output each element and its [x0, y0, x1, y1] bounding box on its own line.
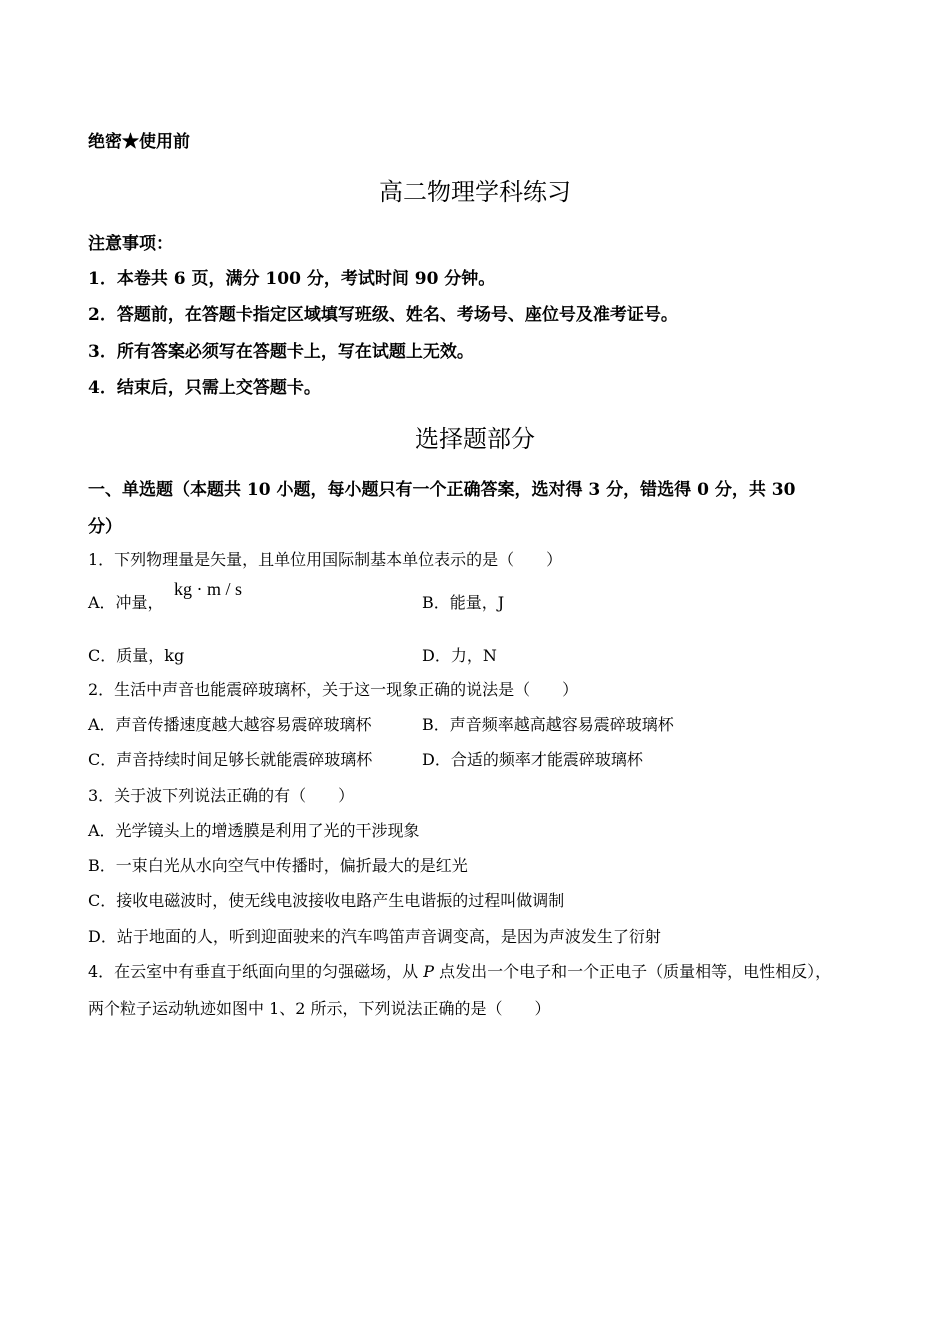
stem-text: 4．在云室中有垂直于纸面向里的匀强磁场，从	[88, 962, 424, 981]
notice-item: 3．所有答案必须写在答题卡上，写在试题上无效。	[88, 342, 474, 362]
section-title: 选择题部分	[415, 425, 535, 453]
question-3-option-b: B．一束白光从水向空气中传播时，偏折最大的是红光	[88, 856, 468, 875]
question-1-option-a	[88, 590, 164, 613]
question-2-option-d: D．合适的频率才能震碎玻璃杯	[422, 750, 643, 769]
notice-item: 2．答题前，在答题卡指定区域填写班级、姓名、考场号、座位号及准考证号。	[88, 305, 678, 325]
stem-text: 点发出一个电子和一个正电子（质量相等，电性相反），	[434, 962, 832, 981]
question-2-option-a: A．声音传播速度越大越容易震碎玻璃杯	[88, 715, 372, 734]
question-4-stem	[88, 959, 831, 982]
notice-item: 4．结束后，只需上交答题卡。	[88, 378, 321, 398]
question-1-option-b: B．能量，J	[422, 593, 505, 612]
question-2-option-b: B．声音频率越高越容易震碎玻璃杯	[422, 715, 674, 734]
question-1-stem: 1．下列物理量是矢量，且单位用国际制基本单位表示的是（ ）	[88, 550, 563, 569]
question-4-stem-cont: 两个粒子运动轨迹如图中 1、2 所示，下列说法正确的是（ ）	[88, 999, 551, 1018]
question-2-stem: 2．生活中声音也能震碎玻璃杯，关于这一现象正确的说法是（ ）	[88, 680, 579, 699]
question-3-option-c: C．接收电磁波时，使无线电波接收电路产生电谐振的过程叫做调制	[88, 891, 565, 910]
option-label: A．冲量，	[88, 593, 164, 612]
question-3-option-d: D．站于地面的人，听到迎面驶来的汽车鸣笛声音调变高，是因为声波发生了衍射	[88, 927, 661, 946]
part-heading: 一、单选题（本题共 10 小题，每小题只有一个正确答案，选对得 3 分，错选得 0 分，共 30	[88, 480, 796, 500]
page-title: 高二物理学科练习	[379, 178, 571, 206]
question-1-option-d: D．力，N	[422, 646, 497, 665]
question-3-option-a: A．光学镜头上的增透膜是利用了光的干涉现象	[88, 821, 420, 840]
unit-formula: kg · m / s	[174, 579, 243, 599]
notice-item: 1．本卷共 6 页，满分 100 分，考试时间 90 分钟。	[88, 269, 496, 289]
question-1-option-c: C．质量，kg	[88, 646, 185, 665]
question-3-stem: 3．关于波下列说法正确的有（ ）	[88, 786, 355, 805]
notice-heading: 注意事项：	[88, 234, 173, 254]
question-2-option-c: C．声音持续时间足够长就能震碎玻璃杯	[88, 750, 373, 769]
part-heading-cont: 分）	[88, 517, 122, 537]
point-p-variable: P	[423, 962, 435, 981]
secret-label: 绝密★使用前	[88, 132, 190, 152]
